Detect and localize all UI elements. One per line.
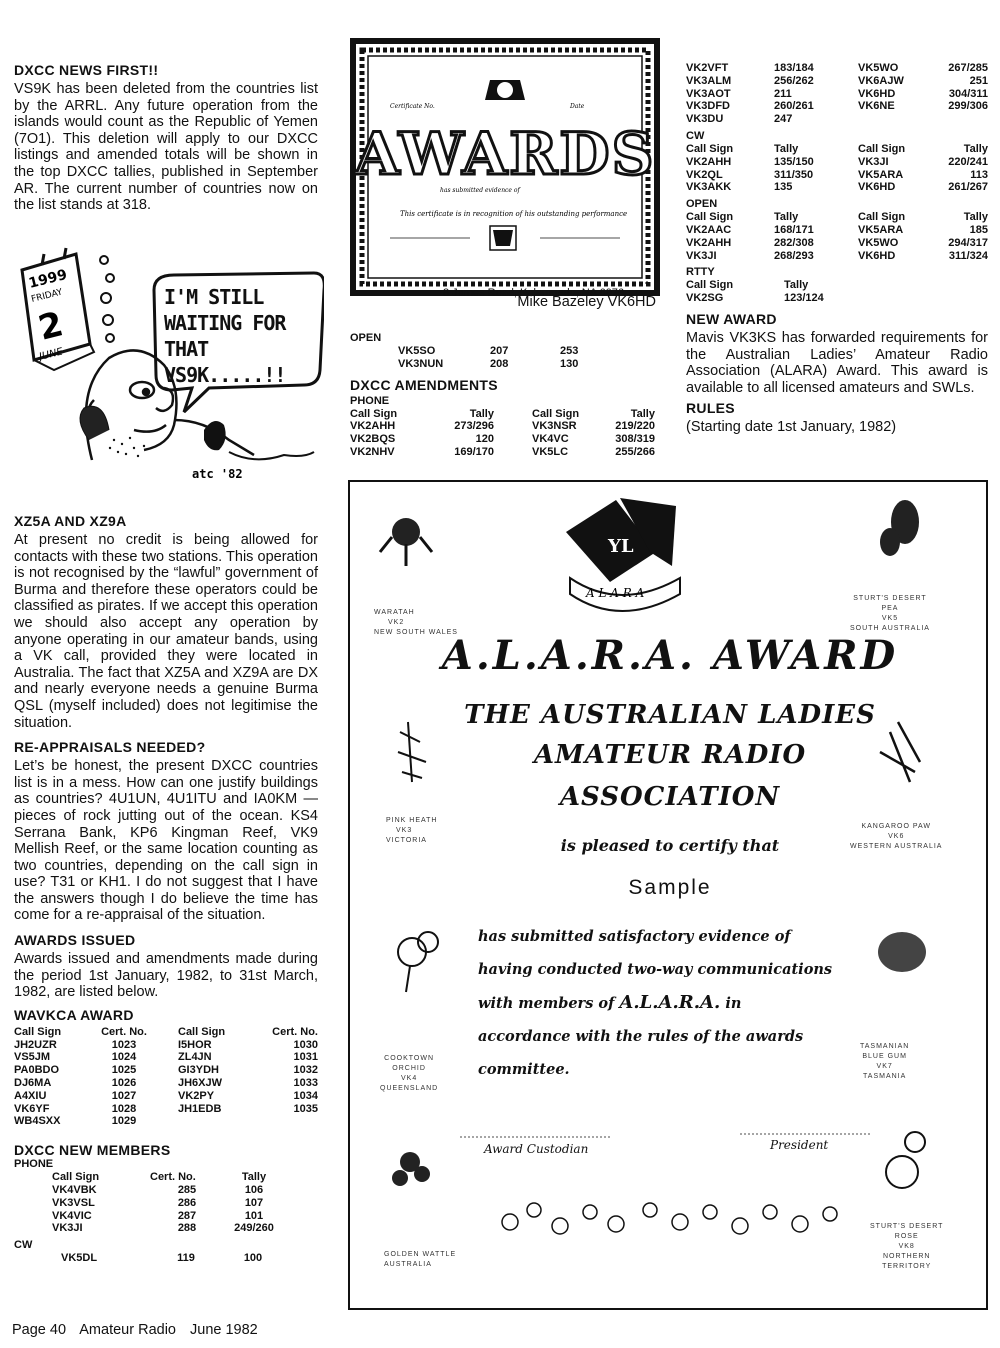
table-cell: VK2SG [686, 292, 724, 305]
certificate-line3: ASSOCIATION [559, 782, 781, 812]
table-cell: VK2AHH [686, 155, 732, 168]
right-cw-table [686, 143, 988, 194]
table-cell [942, 113, 988, 126]
caption-line: QUEENSLAND [380, 1085, 439, 1092]
table-cell: VK2AHH [686, 236, 732, 249]
table-cell: 294/317 [948, 236, 988, 249]
flower-border-bottom [502, 1203, 837, 1234]
table-cell: VK5WO [858, 62, 899, 74]
table-cell: 256/262 [774, 74, 814, 87]
table-cell: VK2AHH [350, 420, 396, 433]
flower-caption-cooktown [380, 1054, 438, 1094]
caption-line: WESTERN AUSTRALIA [850, 843, 943, 850]
col-header: Call Sign [686, 279, 734, 292]
flower-caption-sturts-rose [870, 1222, 943, 1272]
caption-line: SOUTH AUSTRALIA [850, 625, 930, 632]
certificate-line1: THE AUSTRALIAN LADIES [464, 700, 876, 730]
table-cell: 1035 [293, 1102, 318, 1115]
caption-line: VK5 [881, 615, 899, 622]
calendar-year: 1999 [27, 266, 69, 292]
table-row [686, 224, 988, 237]
table-cell: GI3YDH [178, 1064, 219, 1077]
col-header: Cert. No. [150, 1171, 196, 1184]
certificate-line2: AMATEUR RADIO [533, 740, 807, 770]
middle-open-table [398, 345, 578, 371]
cert-body-part: with members of [478, 995, 615, 1012]
awards-issued-text: Awards issued and amendments made during the period 1st January, 1982, to 31st March, 1982, are listed below. [14, 951, 318, 1001]
table-row [686, 250, 988, 263]
caption-line: GOLDEN WATTLE [384, 1251, 457, 1258]
caption-line: STURT'S DESERT [870, 1223, 944, 1230]
awards-small1: Certificate No. [390, 103, 435, 110]
table-cell: VK2BQS [350, 433, 396, 446]
table-cell: JH6XJW [178, 1077, 223, 1090]
table-row [686, 62, 988, 75]
calendar-date: 2 [34, 304, 68, 349]
table-cell: 1032 [293, 1064, 318, 1077]
table-cell: 169/170 [454, 445, 494, 458]
new-award-text: Mavis VK3KS has forwarded requirements for the Australian Ladies’ Amateur Radio Association (ALARA) Award. This award is available to all licensed amateurs and SWLs. [686, 329, 988, 396]
caption-line: VK7 [876, 1063, 893, 1070]
table-cell: 185 [969, 223, 988, 236]
table-cell: 119 [177, 1252, 195, 1265]
table-cell: 251 [969, 74, 988, 87]
col-header: Call Sign [858, 211, 906, 224]
caption-line: STURT'S DESERT [853, 595, 927, 602]
table-cell: 261/267 [948, 181, 988, 194]
certificate-certify: is pleased to certify that [560, 836, 780, 855]
awards-author: Mike Bazeley VK6HD [517, 294, 656, 310]
table-cell: 1031 [293, 1051, 318, 1064]
table-cell: 207 [490, 345, 509, 357]
table-cell: 107 [244, 1196, 264, 1209]
table-cell: 1024 [111, 1051, 137, 1064]
caption-line: ORCHID [392, 1065, 426, 1072]
table-cell [258, 1115, 318, 1128]
table-cell: 101 [244, 1209, 264, 1222]
wavkca-table [14, 1026, 318, 1128]
table-cell: 285 [177, 1184, 197, 1197]
table-row [350, 433, 655, 446]
table-cell: 299/306 [948, 100, 988, 113]
caption-line: VK4 [401, 1075, 418, 1082]
table-cell: VK6NE [858, 100, 895, 113]
table-cell: 311/324 [948, 249, 988, 262]
col-header: Call Sign [686, 211, 734, 224]
footer-page: Page 40 [12, 1322, 67, 1338]
table-cell: VK6YF [14, 1102, 50, 1115]
col-header: Tally [774, 142, 799, 155]
cert-body-part: in [725, 995, 742, 1012]
right-rtty-label: RTTY [686, 266, 715, 279]
table-header-row [686, 211, 988, 224]
table-row [686, 156, 988, 169]
table-cell: VK3DU [686, 113, 724, 126]
middle-column [350, 330, 670, 459]
table-cell: VK2NHV [350, 445, 395, 458]
rules-heading: RULES [686, 400, 735, 417]
table-header-row [350, 408, 655, 421]
calendar-day: FRIDAY [30, 287, 64, 305]
awards-certificate-graphic [350, 38, 660, 296]
flower-caption-sturts-pea [850, 594, 930, 634]
table-cell: JH1EDB [178, 1102, 222, 1115]
table-cell: VK3AOT [686, 87, 731, 100]
table-cell: 282/308 [774, 236, 814, 249]
hand-icon [204, 421, 226, 450]
caption-line: VK8 [898, 1243, 915, 1250]
col-header: Cert. No. [272, 1025, 318, 1038]
table-cell: VK3JI [686, 249, 717, 262]
table-cell: 1026 [111, 1077, 137, 1090]
awards-title: AWARDS [354, 120, 656, 188]
caption-line: AUSTRALIA [384, 1261, 432, 1268]
caption-line: PINK HEATH [386, 817, 438, 824]
col-header: Call Sign [14, 1025, 62, 1038]
cooktown-orchid-flower-icon [398, 932, 438, 992]
table-cell: VK5DL [61, 1252, 98, 1265]
alara-certificate [348, 480, 988, 1310]
table-cell: 1028 [111, 1102, 137, 1115]
footer-magazine: Amateur Radio [79, 1322, 176, 1338]
sturts-rose-flower-icon [886, 1132, 925, 1188]
cert-body-line [478, 986, 878, 1020]
table-cell: 304/311 [948, 87, 988, 100]
caption-line: PEA [881, 605, 899, 612]
col-header: Tally [469, 407, 494, 420]
table-header-row [14, 1026, 318, 1039]
col-header: Call Sign [52, 1171, 100, 1184]
reappraisals-heading: RE-APPRAISALS NEEDED? [14, 739, 206, 756]
right-top-table [686, 62, 988, 126]
table-cell: 130 [560, 357, 579, 370]
col-header: Tally [963, 211, 988, 224]
table-cell: 260/261 [774, 100, 814, 113]
awards-small4: This certificate is in recognition of his outstanding performance [400, 210, 628, 218]
cert-body-line: has submitted satisfactory evidence of [478, 928, 791, 945]
col-header: Call Sign [532, 407, 580, 420]
stubble [109, 437, 145, 457]
table-cell: VS5JM [14, 1051, 51, 1064]
cartoon-signature: atc '82 [192, 467, 243, 481]
new-award-heading: NEW AWARD [686, 310, 777, 327]
table-cell: 219/220 [615, 420, 655, 433]
table-row [686, 75, 988, 88]
col-header: Tally [963, 142, 988, 155]
table-row [52, 1184, 284, 1197]
table-row [14, 1115, 318, 1128]
table-row [14, 1051, 318, 1064]
amendments-table [350, 408, 655, 459]
waratah-flower-icon [380, 518, 432, 566]
table-cell: 255/266 [615, 445, 655, 458]
table-cell: 1027 [111, 1089, 137, 1102]
table-row [61, 1252, 283, 1265]
table-cell: VK6HD [858, 87, 896, 100]
caption-line: ROSE [894, 1233, 919, 1240]
table-cell: 1025 [111, 1064, 137, 1077]
table-cell: VK5WO [858, 236, 899, 249]
table-cell: WB4SXX [14, 1115, 61, 1128]
table-cell: 183/184 [774, 62, 814, 74]
table-row [52, 1222, 284, 1235]
table-row [686, 181, 988, 194]
table-cell: 249/260 [234, 1222, 274, 1235]
table-row [398, 358, 578, 371]
rules-text: (Starting date 1st January, 1982) [686, 419, 897, 436]
dxcc-news-text: VS9K has been deleted from the countries list by the ARRL. Any future operation from the islands would count as the Republic of Yemen (7O1). This deletion will apply to our DXCC listings and amended totals will be shown in the top DXCC tallies, published in September AR. The current number of countries now on the list stands at 318. [14, 81, 318, 214]
col-header: Call Sign [178, 1025, 226, 1038]
col-header: Tally [784, 279, 809, 292]
table-cell [156, 1115, 258, 1128]
table-cell: 287 [177, 1209, 197, 1222]
table-row [14, 1090, 318, 1103]
table-cell [858, 113, 942, 126]
table-cell: VK6AJW [858, 74, 904, 87]
table-cell: DJ6MA [14, 1077, 52, 1090]
table-cell: VK4VIC [52, 1209, 92, 1222]
right-column [686, 62, 988, 435]
table-cell: VK5SO [398, 345, 436, 357]
table-cell: 267/285 [948, 62, 988, 74]
logo-arc: A L A R A [586, 586, 645, 600]
table-cell: I5HOR [178, 1038, 212, 1051]
awards-small3: has submitted evidence of [440, 187, 520, 194]
amendments-heading: DXCC AMENDMENTS [350, 376, 498, 393]
table-cell: 220/241 [948, 155, 988, 168]
table-row [14, 1077, 318, 1090]
table-row [52, 1197, 284, 1210]
table-cell: PA0BDO [14, 1064, 60, 1077]
caption-line: VK6 [888, 833, 905, 840]
table-row [686, 100, 988, 113]
custodian-label: Award Custodian [484, 1142, 589, 1156]
caption-line: NORTHERN [882, 1253, 931, 1260]
table-cell: VK3ALM [686, 74, 732, 87]
new-members-heading: DXCC NEW MEMBERS [14, 1142, 171, 1159]
table-row [686, 292, 824, 305]
table-cell: 311/350 [774, 168, 814, 181]
table-cell: VK3JI [52, 1222, 83, 1235]
cert-body-line: having conducted two-way communications [478, 961, 833, 978]
table-row [52, 1210, 284, 1223]
col-header: Call Sign [858, 142, 906, 155]
table-cell: VK4VBK [52, 1184, 97, 1197]
table-row [350, 446, 655, 459]
table-cell: 135/150 [774, 155, 814, 168]
calendar-month: JUNE [38, 346, 65, 363]
awards-issued-heading: AWARDS ISSUED [14, 932, 136, 949]
xz5a-heading: XZ5A AND XZ9A [14, 513, 127, 529]
hair-patch [80, 406, 109, 440]
certificate-title: A.L.A.R.A. AWARD [441, 632, 899, 679]
table-cell: JH2UZR [14, 1038, 57, 1051]
dxcc-news-heading: DXCC NEWS FIRST!! [14, 62, 159, 78]
cartoon [14, 240, 324, 485]
caption-line: WARATAH [374, 609, 415, 616]
right-rtty-table [686, 279, 824, 305]
table-cell: VK3AKK [686, 181, 732, 194]
certificate-recipient-name: Sample [628, 876, 712, 899]
table-cell: VK4VC [532, 433, 569, 446]
awards-address: 8 James Road, Kalamunda, NA 6076 [443, 287, 625, 299]
table-cell: 1034 [293, 1089, 318, 1102]
caption-line: COOKTOWN [384, 1055, 435, 1062]
col-header: Tally [630, 407, 655, 420]
table-cell: 308/319 [615, 433, 655, 446]
table-cell: 208 [490, 357, 509, 370]
left-column [14, 62, 318, 222]
table-cell: ZL4JN [178, 1051, 212, 1064]
cert-body-line: committee. [478, 1061, 570, 1078]
table-cell: 106 [244, 1184, 264, 1197]
col-header: Call Sign [350, 407, 398, 420]
reappraisals-text: Let’s be honest, the present DXCC countries list is in a mess. How can one justify buildings as countries? 4U1UN, 4U1ITU and IA0KM — pieces of rock jutting out of the ocean. KS4 Serrana Bank, KP6 Kingman Reef, VK9 Mellish Reef, or the same location counting as two countries, depending on the call sign in use? T31 or KH1. I do not suggest that I have the answers though I do believe the time has come for a re-appraisal of the situation. [14, 758, 318, 924]
flower-caption-wattle [384, 1250, 456, 1270]
hands-logo-icon [485, 80, 525, 100]
right-open-label: OPEN [686, 198, 718, 211]
table-cell: 168/171 [774, 223, 814, 236]
cert-alara-emph: A.L.A.R.A. [619, 992, 721, 1013]
table-row [686, 169, 988, 182]
sturts-pea-flower-icon [880, 500, 919, 556]
cert-body-line: accordance with the rules of the awards [478, 1028, 804, 1045]
table-cell: VK5LC [532, 445, 569, 458]
table-cell: 120 [475, 433, 494, 446]
scribble [229, 452, 314, 459]
table-cell: VK3NSR [532, 420, 577, 433]
table-cell: VK6HD [858, 249, 896, 262]
table-row [14, 1103, 318, 1116]
right-cw-label: CW [686, 129, 705, 142]
crest-icon [490, 226, 516, 250]
table-cell: 247 [774, 113, 793, 126]
wavkca-heading: WAVKCA AWARD [14, 1006, 134, 1023]
table-cell: 1029 [111, 1115, 137, 1128]
table-cell: 286 [177, 1196, 197, 1209]
caption-line: TERRITORY [882, 1263, 932, 1270]
table-row [686, 88, 988, 101]
left-column-lower [14, 513, 318, 1265]
col-header: Tally [774, 211, 799, 224]
table-cell: VK5ARA [858, 168, 904, 181]
footer-date: June 1982 [190, 1322, 258, 1338]
caption-line: VK3 [396, 827, 413, 834]
table-cell: 1023 [111, 1038, 137, 1051]
table-cell: VK2PY [178, 1089, 215, 1102]
caption-line: NEW SOUTH WALES [374, 629, 458, 636]
table-row [14, 1064, 318, 1077]
table-row [686, 237, 988, 250]
golden-wattle-flower-icon [392, 1152, 430, 1186]
caption-line: TASMANIAN [860, 1043, 910, 1050]
table-cell: VK3JI [858, 155, 889, 168]
table-cell: VK2VFT [686, 62, 729, 74]
table-row [14, 1039, 318, 1052]
table-cell: VK3VSL [52, 1196, 95, 1209]
table-cell: 135 [774, 181, 793, 194]
new-members-cw-label: CW [14, 1239, 33, 1252]
middle-phone-label: PHONE [350, 394, 390, 407]
certificate-body [478, 920, 878, 1086]
table-cell: 123/124 [784, 292, 824, 305]
table-cell: 100 [243, 1252, 263, 1265]
cartoon-drawing [14, 240, 324, 485]
table-cell: 1030 [293, 1038, 318, 1051]
right-open-table [686, 211, 988, 262]
table-cell: VK6HD [858, 181, 896, 194]
xz5a-text: At present no credit is being allowed for contacts with these two stations. This operation is not recognised by the “lawful” government of Burma and therefore these operators could be classified as pirates. If we accept this operation we should also accept any operation by anyone operating in our amateur bands, using a VK call, provided they were located in Australia. The fact that XZ5A and XZ9A are DX and nearly everyone needs a genuine Burma QSL (myself included) does not legitimise the situation. [14, 532, 318, 731]
table-cell: 113 [970, 168, 988, 181]
caption-line: KANGAROO PAW [861, 823, 932, 830]
caption-line: BLUE GUM [862, 1053, 907, 1060]
new-members-phone-label: PHONE [14, 1158, 54, 1171]
table-cell: VK2QL [686, 168, 723, 181]
table-cell: VK5ARA [858, 223, 904, 236]
table-header-row [686, 143, 988, 156]
col-header: Tally [241, 1171, 267, 1184]
new-members-table [52, 1171, 284, 1235]
middle-open-label: OPEN [350, 332, 382, 344]
awards-small2: Date [570, 103, 585, 110]
caption-line: VK2 [388, 619, 405, 626]
table-cell: VK2AAC [686, 223, 732, 236]
awards-logo [350, 38, 660, 310]
table-cell: VK3DFD [686, 100, 731, 113]
table-cell: 268/293 [774, 249, 814, 262]
table-header-row [686, 279, 824, 292]
logo-text: YL [608, 536, 634, 557]
caption-line: TASMANIA [863, 1073, 907, 1080]
table-cell: 1033 [293, 1077, 318, 1090]
caption-line: VICTORIA [386, 837, 427, 844]
table-cell: 288 [177, 1222, 197, 1235]
new-members-cw-table [61, 1252, 283, 1265]
table-row [686, 113, 988, 126]
president-label: President [770, 1138, 829, 1152]
table-cell: 253 [560, 345, 579, 357]
table-row [398, 345, 578, 358]
table-header-row [52, 1171, 284, 1184]
page-footer [12, 1322, 268, 1338]
speech-text: I'M STILL WAITING FOR THAT VS9K.....!! [164, 285, 286, 384]
table-row [350, 420, 655, 433]
col-header: Call Sign [686, 142, 734, 155]
table-cell: A4XIU [14, 1089, 47, 1102]
table-cell: VK3NUN [398, 357, 444, 370]
table-cell: 211 [774, 87, 792, 100]
thought-bubbles [100, 256, 114, 342]
table-cell: 273/296 [454, 420, 494, 433]
blue-gum-flower-icon [878, 932, 926, 972]
col-header: Cert. No. [101, 1025, 147, 1038]
